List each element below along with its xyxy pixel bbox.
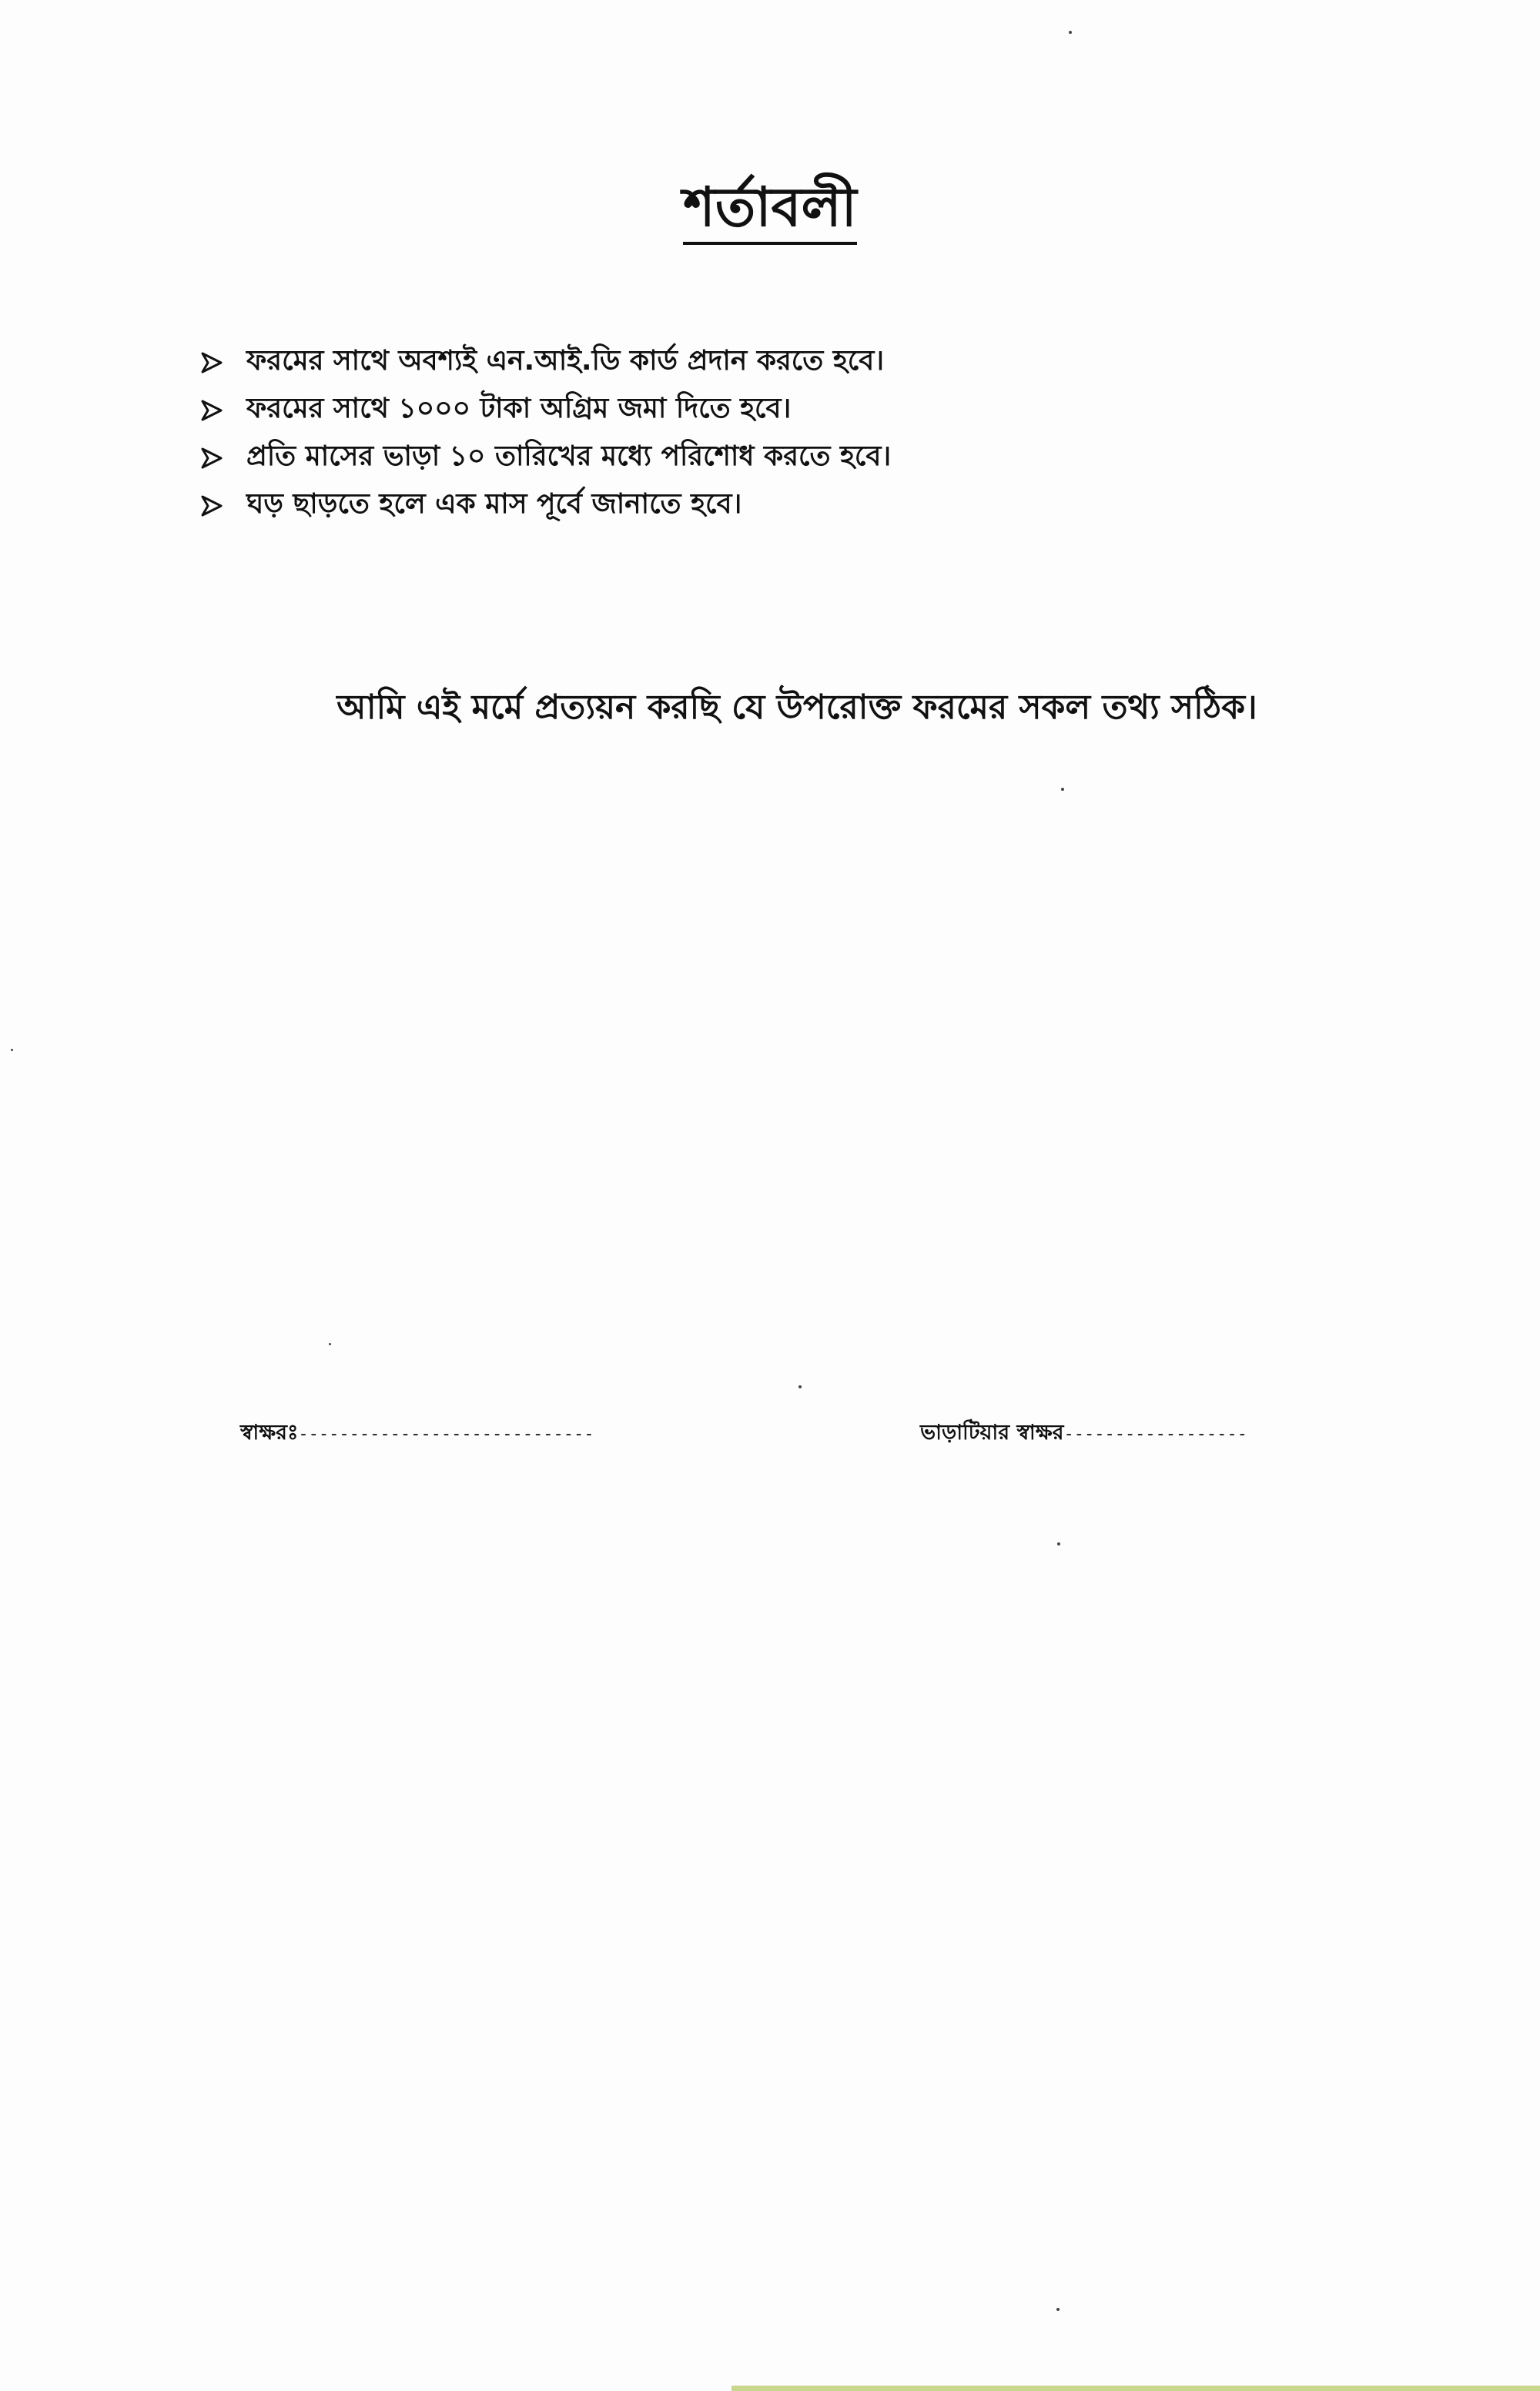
term-text: প্রতি মাসের ভাড়া ১০ তারিখের মধ্যে পরিশোধ করতে হবে।	[246, 440, 892, 472]
scan-speck	[798, 1385, 802, 1388]
signature-line: -----------------------------	[298, 1425, 594, 1444]
declaration-text: আমি এই মর্মে প্রত্যয়ন করছি যে উপরোক্ত ফরমের সকল তথ্য সঠিক।	[336, 688, 1257, 727]
signature-field-left	[240, 1417, 594, 1452]
term-text: ফরমের সাথে অবশ্যই এন.আই.ডি কার্ড প্রদান করতে হবে।	[246, 345, 885, 377]
arrow-bullet-icon	[200, 494, 223, 517]
scan-speck	[1069, 31, 1072, 34]
scan-speck	[1057, 1542, 1060, 1545]
arrow-bullet-icon	[200, 399, 223, 422]
scan-speck	[1061, 788, 1064, 791]
arrow-bullet-icon	[200, 351, 223, 374]
page-title	[0, 166, 1540, 256]
term-text: ফরমের সাথে ১০০০ টাকা অগ্রিম জমা দিতে হবে।	[246, 393, 792, 424]
tenant-signature-field	[920, 1417, 1247, 1452]
signature-label: স্বাক্ষরঃ	[240, 1421, 299, 1445]
scan-speck	[11, 1049, 13, 1051]
terms-list	[200, 339, 891, 530]
list-item	[200, 387, 891, 434]
list-item	[200, 482, 891, 530]
title-text: শর্তাবলী	[683, 176, 856, 245]
scan-speck	[1056, 2308, 1060, 2311]
arrow-bullet-icon	[200, 447, 223, 470]
scan-speck	[329, 1343, 331, 1345]
tenant-signature-label: ভাড়াটিয়ার স্বাক্ষর	[920, 1421, 1064, 1445]
scan-edge-strip	[732, 2386, 1540, 2391]
tenant-signature-line: ------------------	[1063, 1425, 1247, 1444]
term-text: ঘড় ছাড়তে হলে এক মাস পূর্বে জানাতে হবে।	[246, 488, 742, 520]
list-item	[200, 339, 891, 387]
list-item	[200, 434, 891, 482]
